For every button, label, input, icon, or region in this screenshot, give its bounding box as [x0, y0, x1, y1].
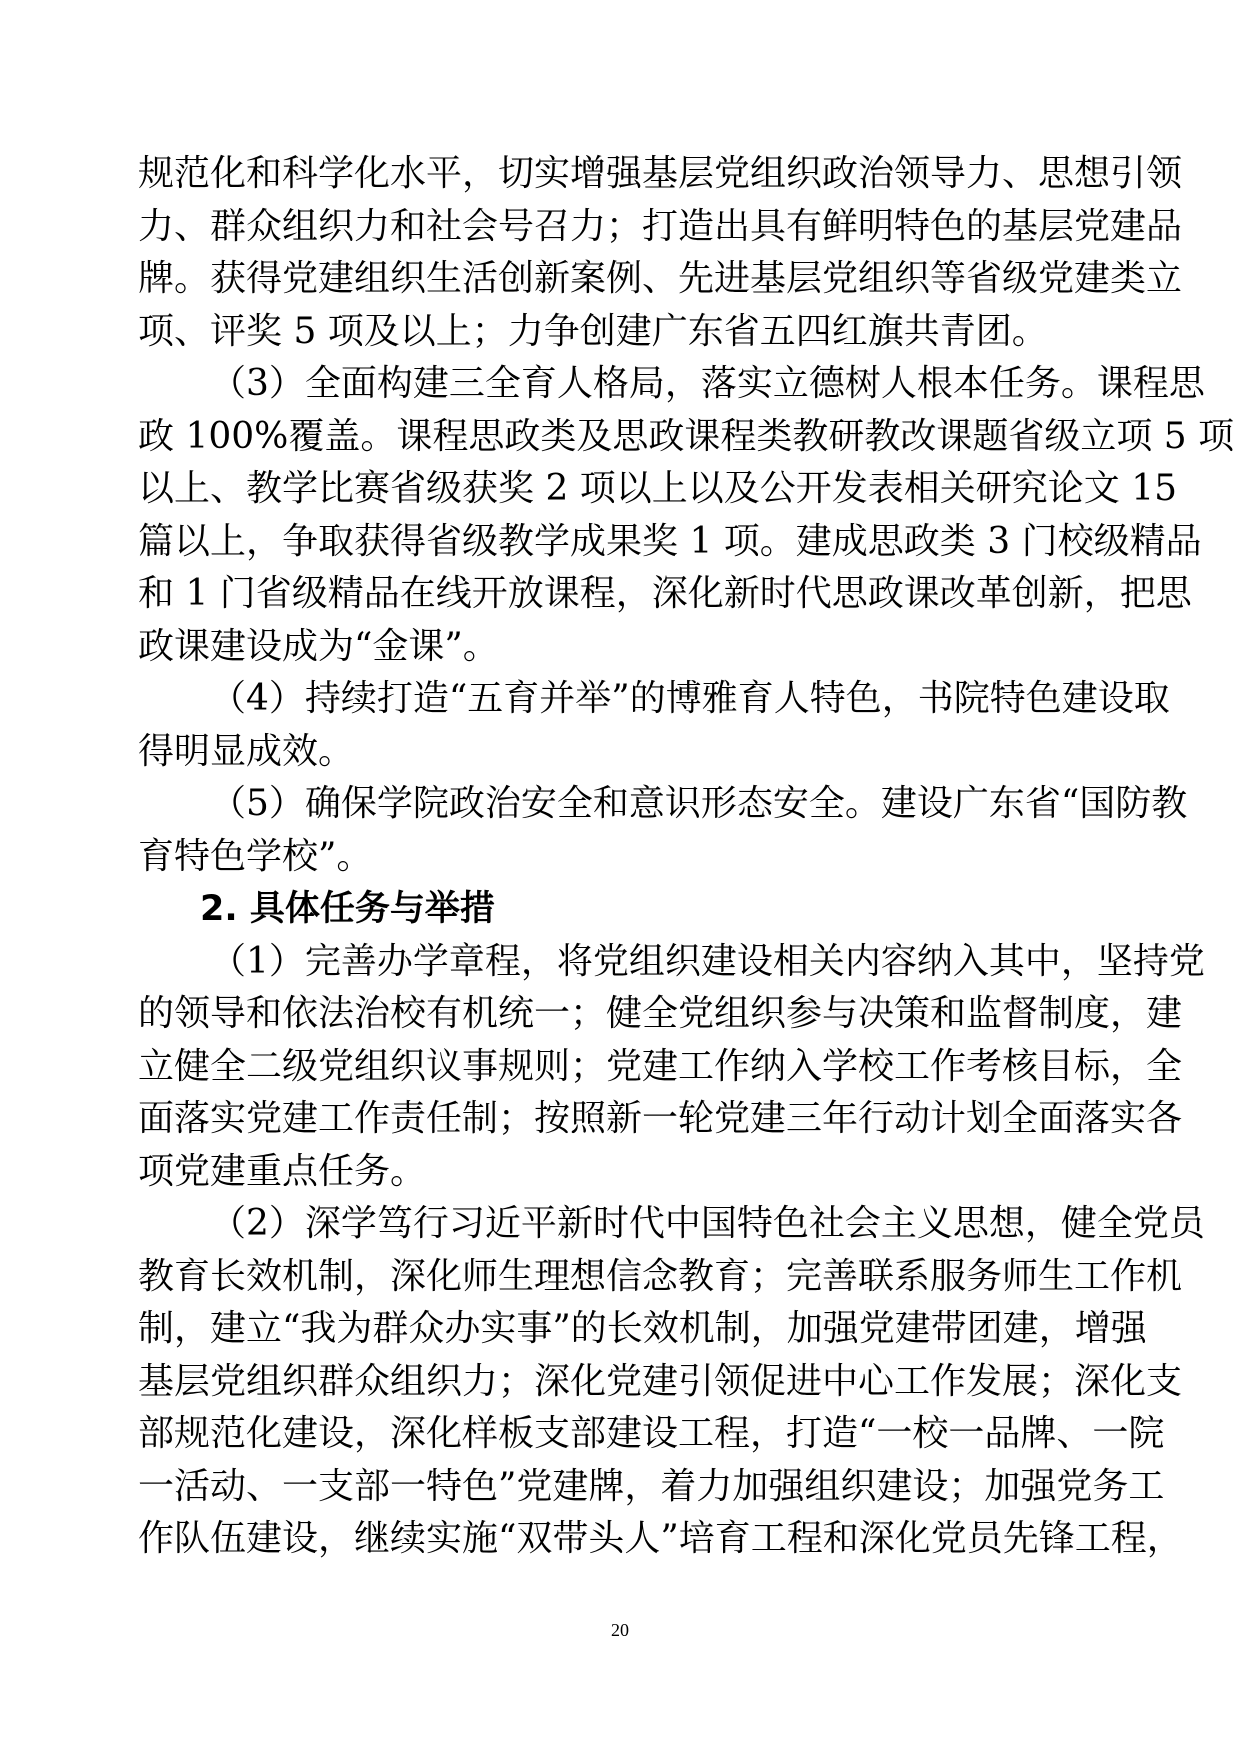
text-line: 教育长效机制，深化师生理想信念教育；完善联系服务师生工作机	[138, 1255, 1183, 1297]
text-line: 规范化和科学化水平，切实增强基层党组织政治领导力、思想引领	[138, 153, 1183, 194]
text-line: 立健全二级党组织议事规则；党建工作纳入学校工作考核目标，全	[138, 1045, 1183, 1087]
paragraph	[138, 358, 1235, 673]
section-heading: 2. 具体任务与举措	[200, 889, 495, 929]
text-line: 以上、教学比赛省级获奖 2 项以上以及公开发表相关研究论文 15	[138, 468, 1178, 509]
text-line: 育特色学校”。	[138, 835, 373, 877]
text-line: 作队伍建设，继续实施“双带头人”培育工程和深化党员先锋工程，	[138, 1518, 1183, 1559]
text-line: 政课建设成为“金课”。	[138, 625, 499, 667]
text-line: 一活动、一支部一特色”党建牌，着力加强组织建设；加强党务工	[138, 1465, 1165, 1507]
document-body	[138, 148, 1235, 1566]
text-line: 牌。获得党建组织生活创新案例、先进基层党组织等省级党建类立	[138, 258, 1183, 299]
text-line: 项、评奖 5 项及以上；力争创建广东省五四红旗共青团。	[138, 310, 1048, 352]
paragraph	[138, 1198, 1205, 1566]
text-line: 篇以上，争取获得省级教学成果奖 1 项。建成思政类 3 门校级精品	[138, 520, 1202, 562]
text-line: 的领导和依法治校有机统一；健全党组织参与决策和监督制度，建	[138, 993, 1183, 1034]
paragraph	[138, 673, 1170, 778]
text-line: 制，建立“我为群众办实事”的长效机制，加强党建带团建，增强	[138, 1308, 1147, 1349]
text-line: 力、群众组织力和社会号召力；打造出具有鲜明特色的基层党建品	[138, 205, 1183, 247]
text-line: （5）确保学院政治安全和意识形态安全。建设广东省“国防教	[210, 783, 1188, 824]
text-line: （1）完善办学章程，将党组织建设相关内容纳入其中，坚持党	[210, 940, 1205, 982]
text-line: （2）深学笃行习近平新时代中国特色社会主义思想，健全党员	[210, 1203, 1205, 1244]
text-line: 政 100%覆盖。课程思政类及思政课程类教研教改课题省级立项 5 项	[138, 415, 1235, 457]
text-line: 项党建重点任务。	[138, 1150, 427, 1192]
text-line: 部规范化建设，深化样板支部建设工程，打造“一校一品牌、一院	[138, 1413, 1165, 1454]
paragraph	[138, 148, 1183, 358]
text-line: （4）持续打造“五育并举”的博雅育人特色，书院特色建设取	[210, 678, 1170, 719]
text-line: 和 1 门省级精品在线开放课程，深化新时代思政课改革创新，把思	[138, 573, 1192, 614]
paragraph	[138, 778, 1188, 883]
text-line: 基层党组织群众组织力；深化党建引领促进中心工作发展；深化支	[138, 1360, 1183, 1402]
paragraph	[138, 936, 1205, 1199]
text-line: （3）全面构建三全育人格局，落实立德树人根本任务。课程思	[210, 363, 1205, 404]
page-number: 20	[611, 1620, 629, 1640]
text-line: 面落实党建工作责任制；按照新一轮党建三年行动计划全面落实各	[138, 1098, 1183, 1139]
text-line: 得明显成效。	[138, 730, 355, 772]
